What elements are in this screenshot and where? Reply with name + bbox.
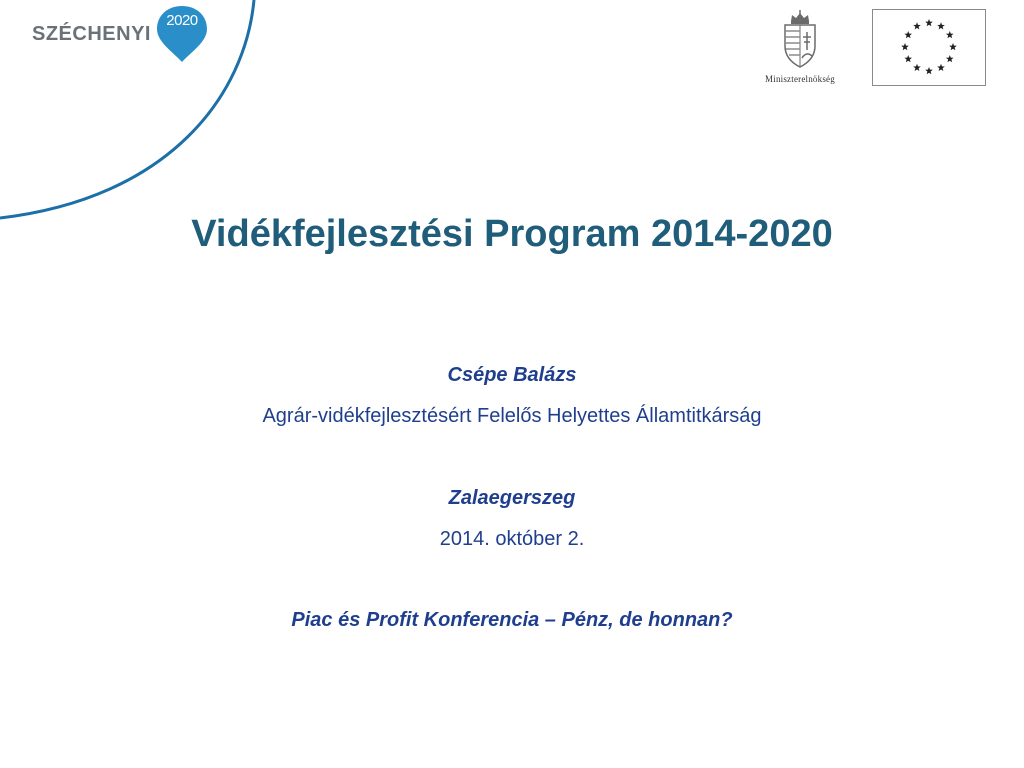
eu-star-icon (913, 64, 921, 71)
eu-star-icon (946, 55, 954, 62)
eu-flag-logo (872, 9, 986, 86)
event-location: Zalaegerszeg (448, 487, 576, 509)
eu-star-icon (937, 64, 945, 71)
presenter-affiliation: Agrár-vidékfejlesztésért Felelős Helyettes Államtitkárság (262, 405, 762, 427)
eu-star-icon (904, 31, 912, 38)
event-date: 2014. október 2. (439, 528, 585, 550)
szechenyi-logo-text: SZÉCHENYI (32, 22, 151, 45)
eu-star-icon (925, 19, 933, 26)
szechenyi-2020-logo (32, 4, 211, 64)
slide-title: Vidékfejlesztési Program 2014-2020 (191, 213, 833, 255)
eu-star-icon (937, 22, 945, 29)
coat-of-arms-icon (744, 10, 856, 74)
eu-star-icon (904, 55, 912, 62)
ministry-logo-text: Miniszterelnökség (765, 74, 835, 84)
ministry-logo (744, 10, 856, 88)
map-pin-icon (153, 4, 211, 64)
eu-star-icon (949, 43, 957, 50)
eu-star-icon (913, 22, 921, 29)
presenter-name: Csépe Balázs (447, 364, 577, 386)
eu-flag-stars-icon (873, 10, 985, 85)
eu-star-icon (925, 67, 933, 74)
event-name: Piac és Profit Konferencia – Pénz, de honnan? (291, 609, 733, 631)
szechenyi-logo-year: 2020 (166, 12, 198, 29)
eu-star-icon (946, 31, 954, 38)
eu-star-icon (901, 43, 909, 50)
